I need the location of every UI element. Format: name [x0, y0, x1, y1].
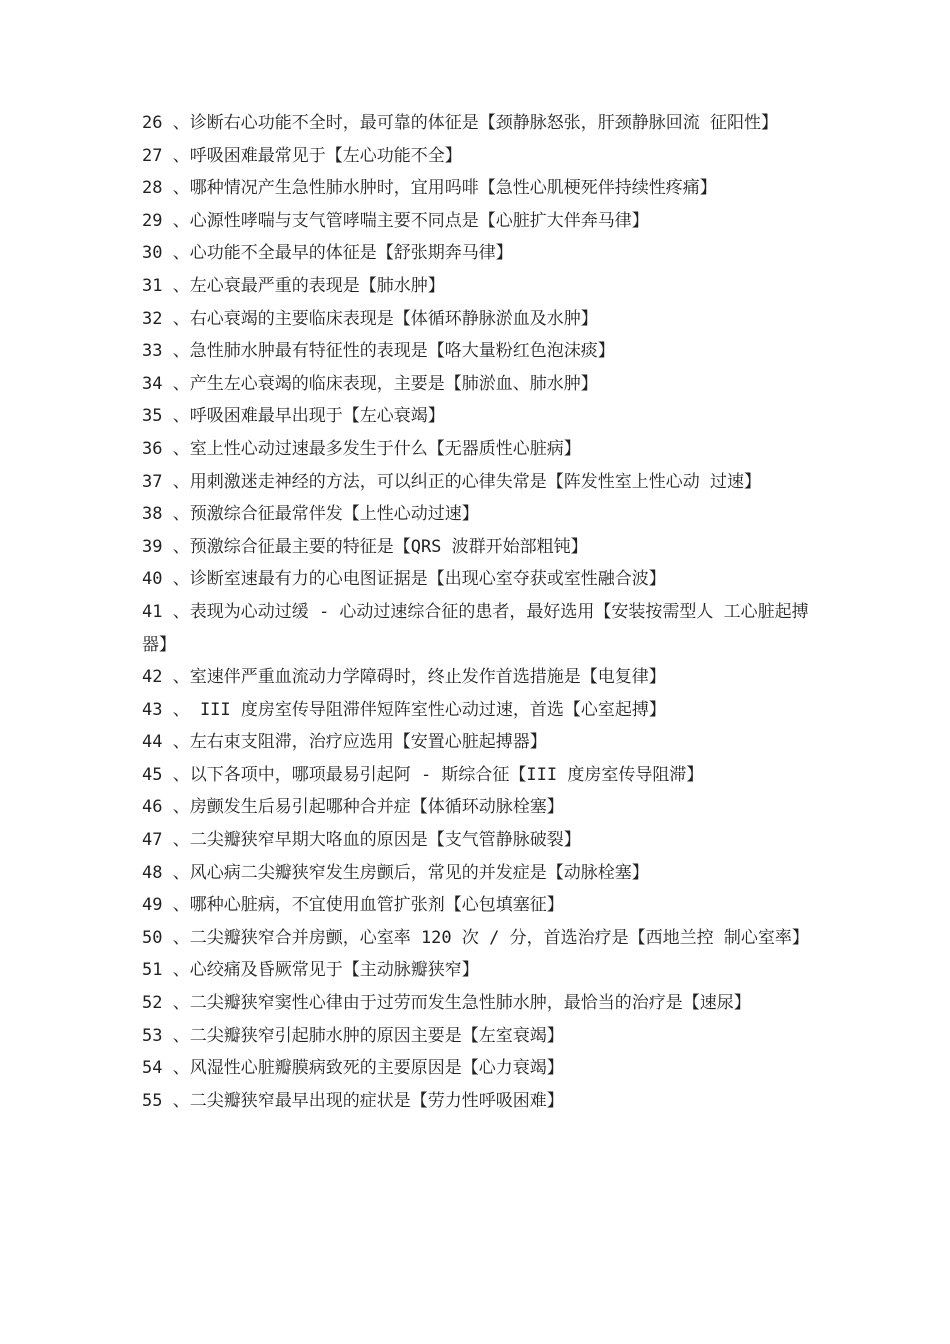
question-27: 27 、呼吸困难最常见于【左心功能不全】 — [142, 145, 462, 166]
question-26: 26 、诊断右心功能不全时，最可靠的体征是【颈静脉怒张，肝颈静脉回流 征阳性】 — [142, 113, 778, 133]
question-51: 51 、心绞痛及昏厥常见于【主动脉瓣狭窄】 — [142, 960, 479, 981]
question-36: 36 、室上性心动过速最多发生于什么【无器质性心脏病】 — [142, 438, 581, 459]
question-38: 38 、预激综合征最常伴发【上性心动过速】 — [142, 504, 479, 525]
question-37: 37 、用刺激迷走神经的方法，可以纠正的心律失常是【阵发性室上性心动 过速】 — [142, 471, 761, 492]
question-45: 45 、以下各项中，哪项最易引起阿 - 斯综合征【III 度房室传导阻滞】 — [142, 764, 704, 785]
question-34: 34 、产生左心衰竭的临床表现，主要是【肺淤血、肺水肿】 — [142, 373, 598, 394]
question-39: 39 、预激综合征最主要的特征是【QRS 波群开始部粗钝】 — [142, 536, 588, 557]
question-47: 47 、二尖瓣狭窄早期大咯血的原因是【支气管静脉破裂】 — [142, 830, 581, 851]
question-29: 29 、心源性哮喘与支气管哮喘主要不同点是【心脏扩大伴奔马律】 — [142, 210, 649, 231]
question-49: 49 、哪种心脏病，不宜使用血管扩张剂【心包填塞征】 — [142, 895, 564, 916]
question-35: 35 、呼吸困难最早出现于【左心衰竭】 — [142, 406, 445, 427]
question-46: 46 、房颤发生后易引起哪种合并症【体循环动脉栓塞】 — [142, 797, 564, 818]
question-40: 40 、诊断室速最有力的心电图证据是【出现心室夺获或室性融合波】 — [142, 569, 666, 590]
question-44: 44 、左右束支阻滞，治疗应选用【安置心脏起搏器】 — [142, 732, 547, 753]
question-53: 53 、二尖瓣狭窄引起肺水肿的原因主要是【左室衰竭】 — [142, 1025, 564, 1046]
question-30: 30 、心功能不全最早的体征是【舒张期奔马律】 — [142, 243, 513, 264]
question-42: 42 、室速伴严重血流动力学障碍时，终止发作首选措施是【电复律】 — [142, 667, 666, 688]
question-48: 48 、风心病二尖瓣狭窄发生房颤后，常见的并发症是【动脉栓塞】 — [142, 862, 649, 883]
question-54: 54 、风湿性心脏瓣膜病致死的主要原因是【心力衰竭】 — [142, 1058, 564, 1079]
question-33: 33 、急性肺水肿最有特征性的表现是【咯大量粉红色泡沫痰】 — [142, 341, 615, 362]
question-55: 55 、二尖瓣狭窄最早出现的症状是【劳力性呼吸困难】 — [142, 1090, 564, 1111]
question-52: 52 、二尖瓣狭窄窦性心律由于过劳而发生急性肺水肿，最恰当的治疗是【速尿】 — [142, 993, 751, 1014]
question-28: 28 、哪种情况产生急性肺水肿时，宜用吗啡【急性心肌梗死伴持续性疼痛】 — [142, 178, 717, 199]
question-31: 31 、左心衰最严重的表现是【肺水肿】 — [142, 275, 445, 296]
question-43: 43 、 III 度房室传导阻滞伴短阵室性心动过速，首选【心室起搏】 — [142, 699, 666, 720]
document-body — [142, 107, 822, 1117]
question-41: 41 、表现为心动过缓 - 心动过速综合征的患者，最好选用【安装按需型人 工心脏起搏器】 — [142, 601, 809, 655]
question-50: 50 、二尖瓣狭窄合并房颤，心室率 120 次 / 分，首选治疗是【西地兰控 制心室率】 — [142, 927, 809, 948]
question-32: 32 、右心衰竭的主要临床表现是【体循环静脉淤血及水肿】 — [142, 308, 598, 329]
